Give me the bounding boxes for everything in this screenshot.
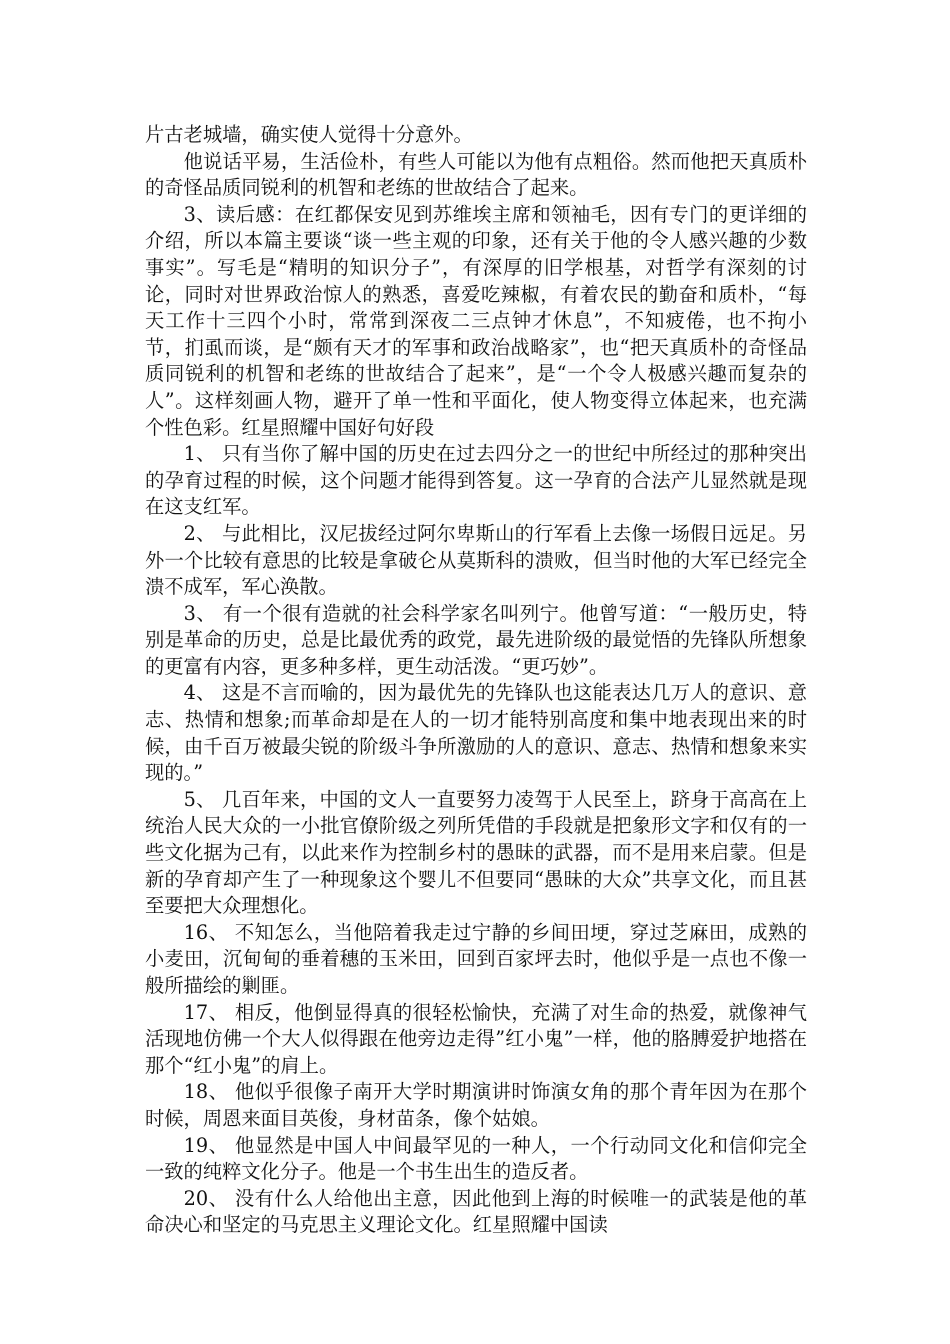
paragraph: 16、 不知怎么，当他陪着我走过宁静的乡间田埂，穿过芝麻田，成熟的小麦田，沉甸甸的垂着穗的玉米田，回到百家坪去时，他似乎是一点也不像一般所描绘的剿匪。: [145, 920, 807, 997]
paragraph: 18、 他似乎很像子南开大学时期演讲时饰演女角的那个青年因为在那个时候，周恩来面目英俊，身材苗条，像个姑娘。: [145, 1080, 807, 1130]
paragraph: 2、 与此相比，汉尼拔经过阿尔卑斯山的行军看上去像一场假日远足。另外一个比较有意思的比较是拿破仑从莫斯科的溃败，但当时他的大军已经完全溃不成军，军心涣散。: [145, 521, 807, 599]
document-body: [145, 122, 807, 1239]
paragraph: 3、读后感：在红都保安见到苏维埃主席和领袖毛，因有专门的更详细的介绍，所以本篇主要谈“谈一些主观的印象，还有关于他的令人感兴趣的少数事实”。写毛是“精明的知识分子”，有深厚的旧学根基，对哲学有深刻的讨论，同时对世界政治惊人的熟悉，喜爱吃辣椒，有着农民的勤奋和质朴，“每天工作十三四个小时，常常到深夜二三点钟才休息”，不知疲倦，也不拘小节，扪虱而谈，是“颇有天才的军事和政治战略家”，也“把天真质朴的奇怪品质同锐利的机智和老练的世故结合了起来”，是“一个令人极感兴趣而复杂的人”。这样刻画人物，避开了单一性和平面化，使人物变得立体起来，也充满个性色彩。红星照耀中国好句好段: [145, 202, 807, 439]
paragraph: 19、 他显然是中国人中间最罕见的一种人，一个行动同文化和信仰完全一致的纯粹文化分子。他是一个书生出生的造反者。: [145, 1133, 807, 1184]
paragraph: 3、 有一个很有造就的社会科学家名叫列宁。他曾写道：“一般历史，特别是革命的历史，总是比最优秀的政党，最先进阶级的最觉悟的先锋队所想象的更富有内容，更多种多样，更生动活泼。“更巧妙”。: [145, 601, 807, 678]
paragraph: 片古老城墙，确实使人觉得十分意外。: [145, 123, 473, 146]
paragraph: 5、 几百年来，中国的文人一直要努力凌驾于人民至上，跻身于高高在上统治人民大众的一小批官僚阶级之列所凭借的手段就是把象形文字和仅有的一些文化据为己有，以此来作为控制乡村的愚昧的武器，而不是用来启蒙。但是新的孕育却产生了一种现象这个婴儿不但要同“愚昧的大众”共享文化，而且甚至要把大众理想化。: [145, 787, 807, 918]
paragraph: 17、 相反，他倒显得真的很轻松愉快，充满了对生命的热爱，就像神气活现地仿佛一个大人似得跟在他旁边走得”红小鬼”一样，他的胳膊爱护地搭在那个“红小鬼”的肩上。: [145, 1000, 807, 1077]
paragraph: 4、 这是不言而喻的，因为最优先的先锋队也这能表达几万人的意识、意志、热情和想象;而革命却是在人的一切才能特别高度和集中地表现出来的时候，由千百万被最尖锐的阶级斗争所激励的人的意识、意志、热情和想象来实现的。”: [145, 681, 807, 785]
paragraph: 1、 只有当你了解中国的历史在过去四分之一的世纪中所经过的那种突出的孕育过程的时候，这个问题才能得到答复。这一孕育的合法产儿显然就是现在这支红军。: [145, 442, 807, 519]
paragraph: 他说话平易，生活俭朴，有些人可能以为他有点粗俗。然而他把天真质朴的奇怪品质同锐利的机智和老练的世故结合了起来。: [145, 149, 807, 200]
paragraph: 20、 没有什么人给他出主意，因此他到上海的时候唯一的武装是他的革命决心和坚定的马克思主义理论文化。红星照耀中国读: [145, 1186, 807, 1237]
